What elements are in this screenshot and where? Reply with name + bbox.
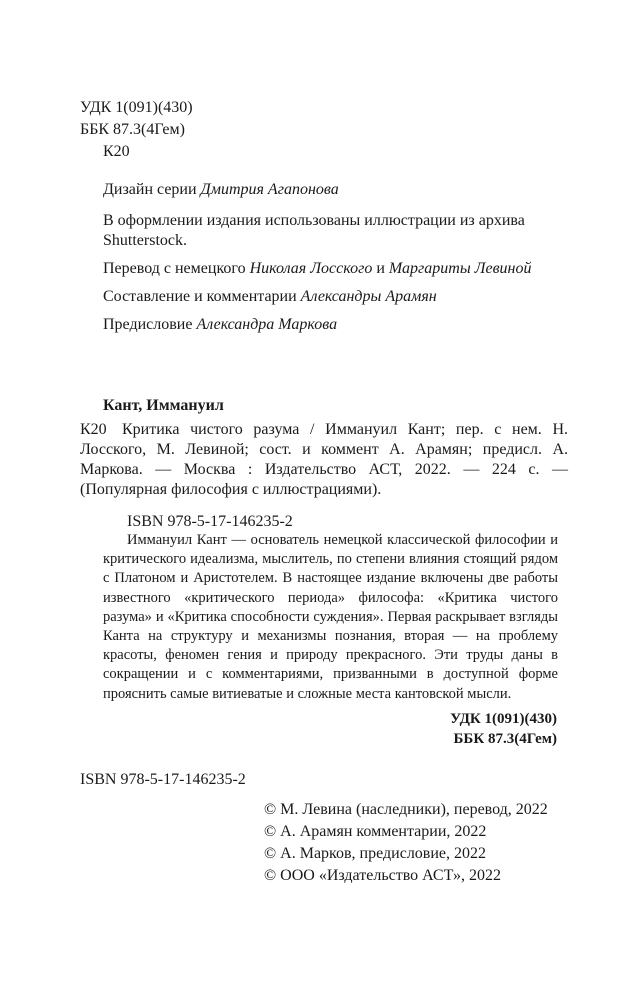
translation-credit [103, 259, 531, 279]
series-design-credit [103, 180, 339, 200]
translation-label: Перевод с немецкого [103, 260, 246, 277]
preface-credit [103, 315, 337, 335]
record-bbk: ББК 87.3(4Гем) [453, 731, 557, 747]
copyright-line: © А. Арамян комментарии, 2022 [264, 823, 487, 840]
bbk-code: ББК 87.3(4Гем) [80, 121, 185, 138]
translator-name-2: Маргариты Левиной [388, 260, 532, 277]
annotation: Иммануил Кант — основатель немецкой классической философии и критического идеализма, мыслитель, по степени влияния стоящий рядом с Платоном и Аристотелем. В настоящее издание включены две работы известного «критического периода» философа: «Критика чистого разума» и «Критика способности суждения». Первая раскрывает взгляды Канта на структуру и механизмы познания, вторая — на проблему красоты, феномен гения и природу прекрасного. Эти труды даны в сокращении и с комментариями, призванными в доступной форме прояснить самые витиеватые и сложные места кантовской мысли. [103, 532, 558, 702]
author-sign: К20 [103, 143, 130, 160]
translation-conjunction: и [376, 260, 385, 277]
compiler-name: Александры Арамян [300, 288, 437, 305]
series-design-label: Дизайн серии [103, 181, 197, 198]
record-sign: К20 [80, 421, 107, 438]
series-designer-name: Дмитрия Агапонова [200, 181, 339, 198]
compilation-label: Составление и комментарии [103, 288, 297, 305]
illustrations-note: В оформлении издания использованы иллюстрации из архива Shutterstock. [103, 212, 525, 249]
footer-isbn: ISBN 978-5-17-146235-2 [80, 771, 246, 788]
preface-author-name: Александра Маркова [196, 316, 338, 333]
copyright-line: © А. Марков, предисловие, 2022 [264, 845, 487, 862]
author-heading: Кант, Иммануил [103, 397, 224, 414]
preface-label: Предисловие [103, 316, 193, 333]
udk-code: УДК 1(091)(430) [80, 99, 193, 116]
translator-name-1: Николая Лосского [249, 260, 373, 277]
bibliographic-description: Критика чистого разума / Иммануил Кант; пер. с нем. Н. Лосского, М. Левиной; сост. и коммент А. Арамян; предисл. А. Маркова. — Москва : Издательство АСТ, 2022. — 224 с. — (Популярная философия с иллюстрациями). [80, 421, 568, 498]
record-udk: УДК 1(091)(430) [450, 711, 557, 727]
copyright-line: © М. Левина (наследники), перевод, 2022 [264, 801, 548, 818]
record-isbn: ISBN 978-5-17-146235-2 [127, 513, 293, 530]
compilation-credit [103, 287, 437, 307]
copyright-line: © ООО «Издательство АСТ», 2022 [264, 867, 501, 884]
